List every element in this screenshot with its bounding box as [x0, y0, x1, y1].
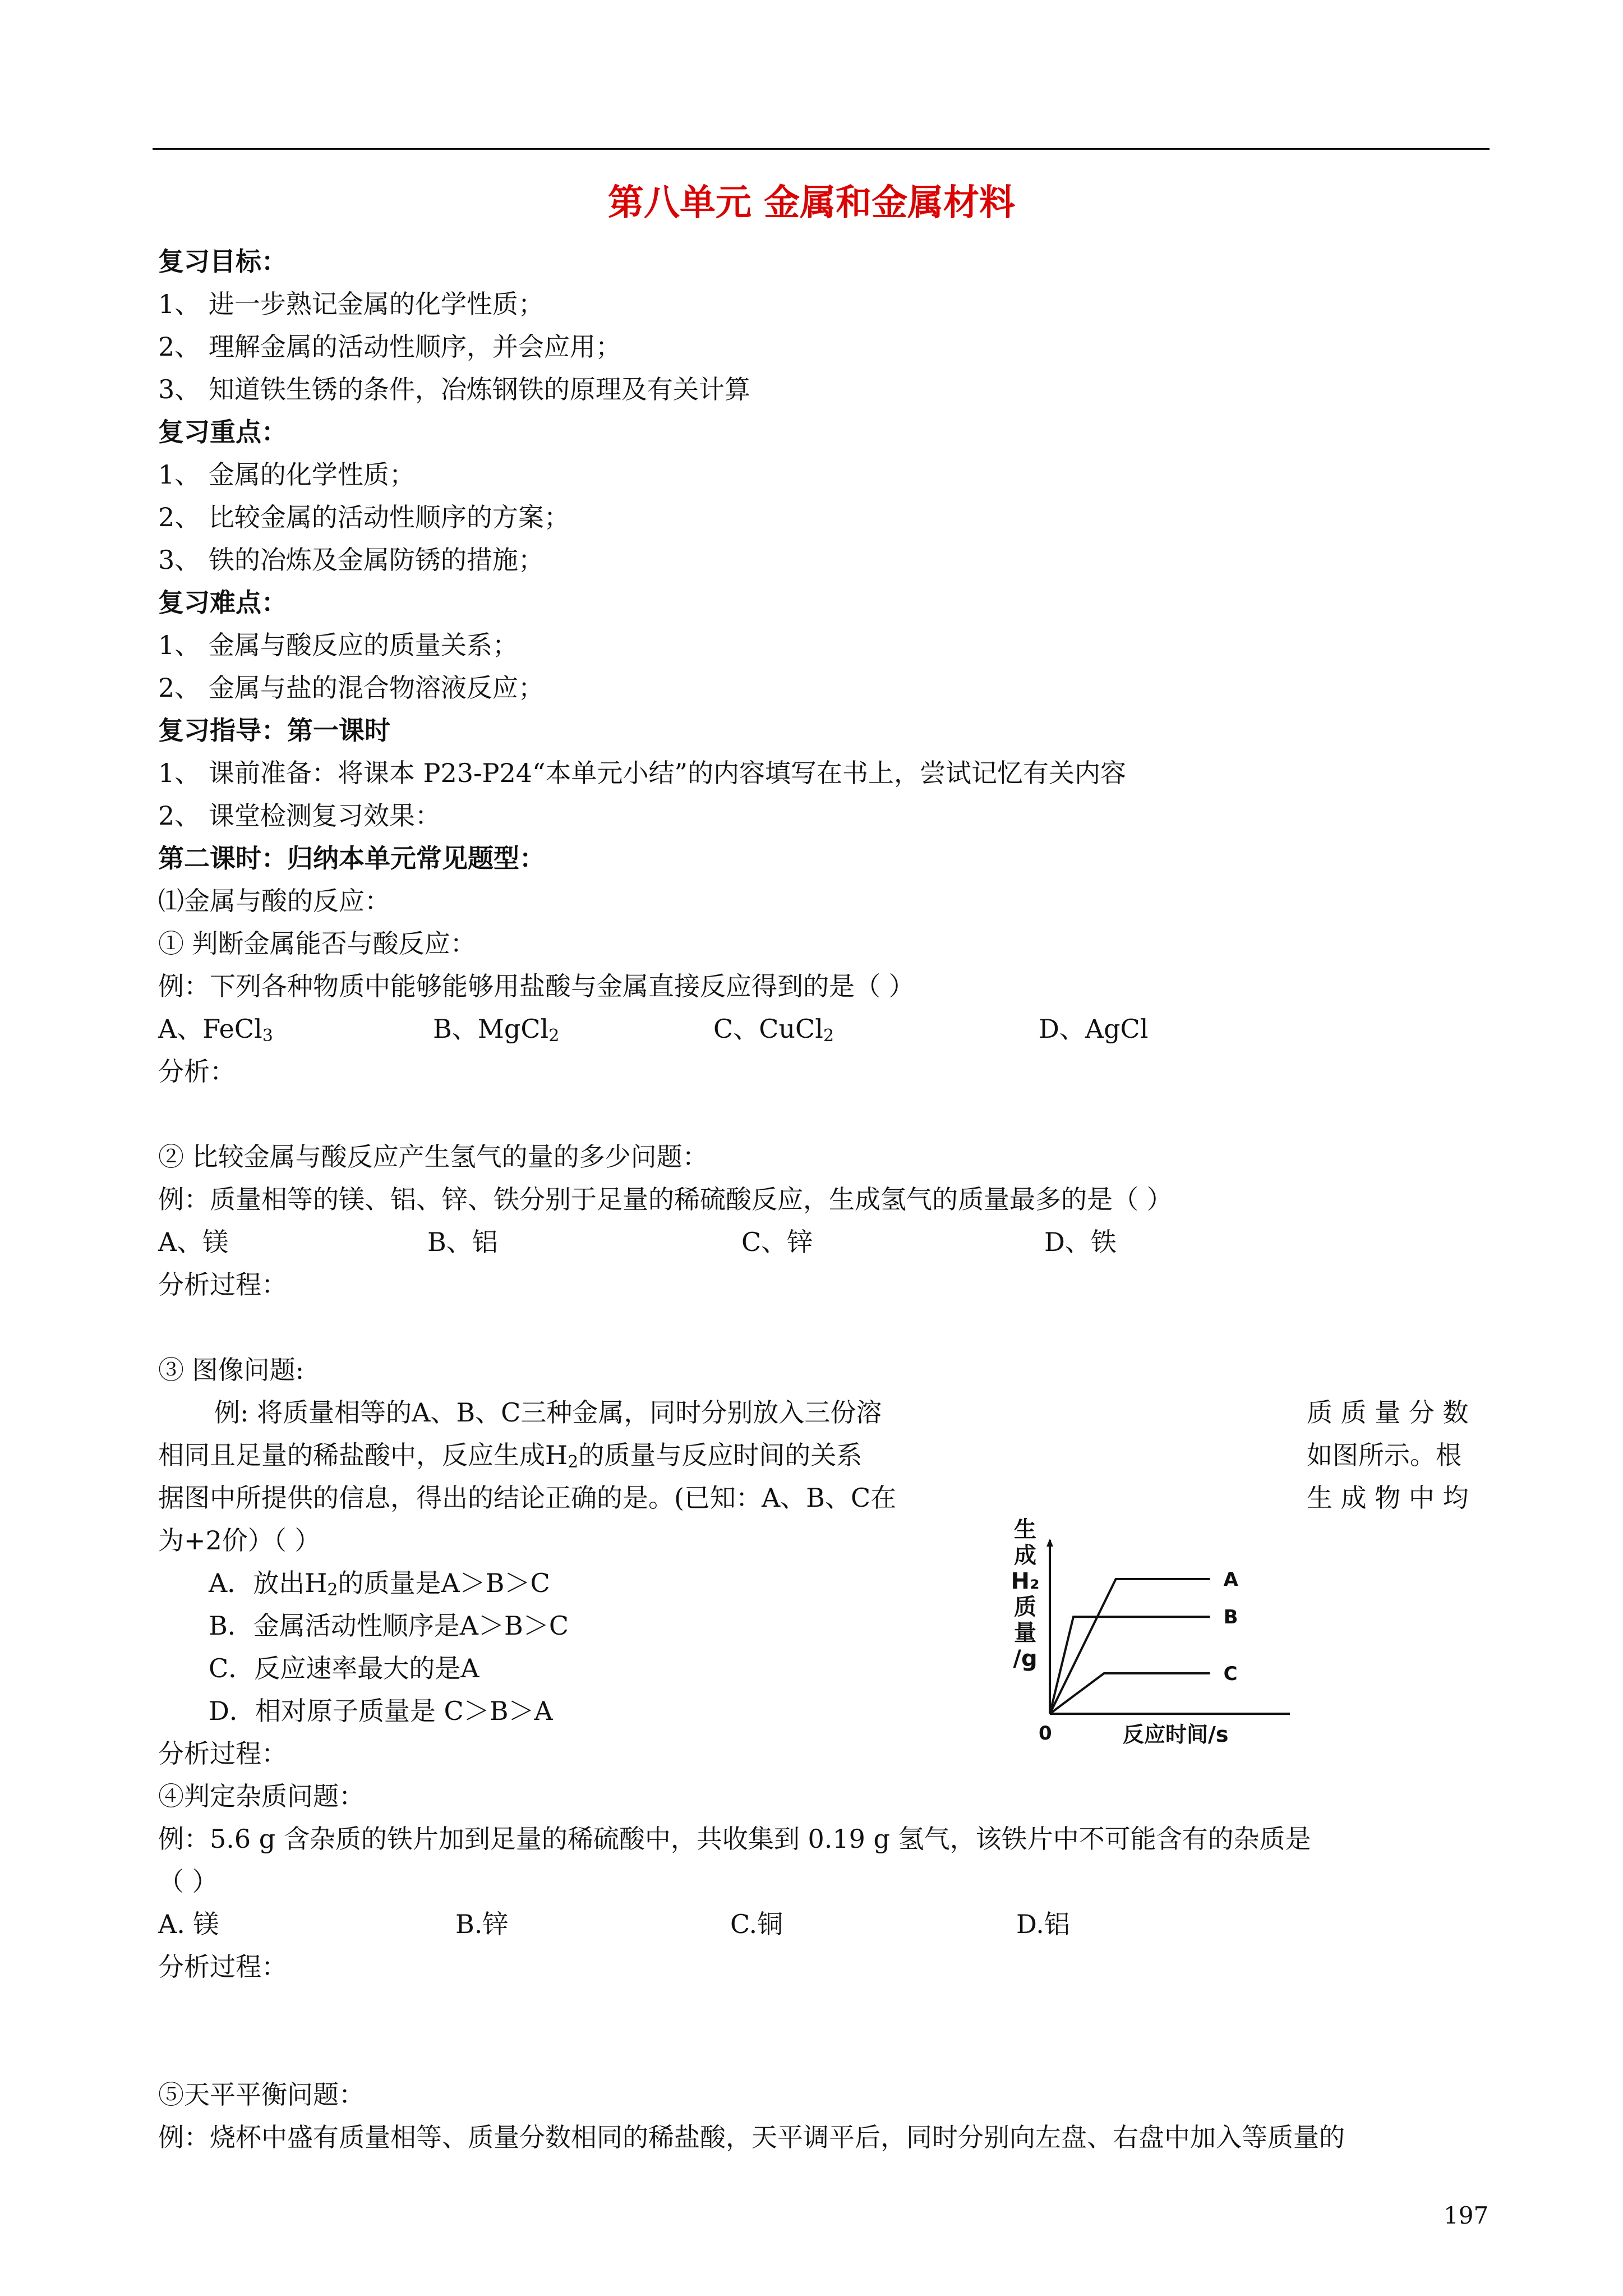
q1-option-d: D、AgCl [1039, 1014, 1149, 1044]
q3-text-line2: 相同且足量的稀盐酸中，反应生成$H_2$的质量与反应时间的关系 [158, 1440, 863, 1472]
guide-item: 1、 课前准备：将课本 P23-P24“本单元小结”的内容填写在书上，尝试记忆有关内容 [158, 758, 1127, 788]
reaction-chart [1009, 1515, 1290, 1756]
y-axis-label: /g [1013, 1646, 1038, 1672]
q4-analysis: 分析过程： [158, 1952, 287, 1982]
q1-title: ① 判断金属能否与酸反应： [158, 928, 476, 959]
goals-heading: 复习目标： [158, 246, 287, 277]
q3-option-a: A．放出$H_2$的质量是A＞B＞C [209, 1568, 550, 1600]
series-line-c [1050, 1673, 1210, 1714]
q3-text-line1-right: 质 质 量 分 数 [1307, 1397, 1469, 1428]
q4-option-d: D.铝 [1016, 1909, 1070, 1939]
guide-item: 2、 课堂检测复习效果： [158, 800, 441, 831]
series-label-c: C [1223, 1663, 1238, 1685]
x-axis-label: 反应时间/s [1123, 1722, 1229, 1747]
goal-item: 1、 进一步熟记金属的化学性质； [158, 289, 544, 319]
q3-text-line3-right: 生 成 物 中 均 [1307, 1483, 1469, 1513]
series-label-b: B [1223, 1606, 1238, 1629]
difficult-item: 1、 金属与酸反应的质量关系； [158, 630, 518, 660]
y-axis-label: 量 [1014, 1620, 1036, 1646]
q5-stem: 例：烧杯中盛有质量相等、质量分数相同的稀盐酸，天平调平后，同时分别向左盘、右盘中加入等质量的 [158, 2122, 1345, 2152]
q3-option-c: C．反应速率最大的是A [209, 1653, 479, 1683]
q3-analysis: 分析过程： [158, 1738, 287, 1769]
y-axis-label: 成 [1014, 1543, 1036, 1568]
q2-option-b: B、铝 [427, 1227, 498, 1257]
q4-stem: 例：5.6 g 含杂质的铁片加到足量的稀硫酸中，共收集到 0.19 g 氢气，该铁片中不可能含有的杂质是 [158, 1824, 1311, 1854]
q3-text-line2-right: 如图所示。根 [1307, 1440, 1461, 1470]
guide-heading: 复习指导：第一课时 [158, 715, 390, 746]
q2-option-a: A、镁 [158, 1227, 229, 1257]
q2-option-d: D、铁 [1044, 1227, 1117, 1257]
q1-option-b: B、MgCl$_2$ [433, 1014, 560, 1046]
key-item: 1、 金属的化学性质； [158, 459, 415, 490]
y-axis-label: 生 [1014, 1517, 1036, 1543]
q4-option-a: A. 镁 [158, 1909, 219, 1939]
q4-option-b: B.锌 [455, 1909, 509, 1939]
page-number: 197 [1444, 2202, 1489, 2229]
q1-analysis: 分析： [158, 1056, 236, 1087]
q1-option-c: C、CuCl$_2$ [713, 1014, 834, 1046]
q4-option-c: C.铜 [730, 1909, 783, 1939]
q5-title: ⑤天平平衡问题： [158, 2079, 365, 2110]
q3-title: ③ 图像问题: [158, 1355, 305, 1385]
q1-option-a: A、FeCl$_3$ [158, 1014, 273, 1046]
q1-stem: 例：下列各种物质中能够能够用盐酸与金属直接反应得到的是（ ） [158, 971, 915, 1001]
q3-text-line1: 例: 将质量相等的A、B、C三种金属，同时分别放入三份溶 [214, 1397, 882, 1428]
y-axis-label: H₂ [1011, 1568, 1040, 1594]
q2-title: ② 比较金属与酸反应产生氢气的量的多少问题： [158, 1142, 708, 1172]
q2-stem: 例：质量相等的镁、铝、锌、铁分别于足量的稀硫酸反应，生成氢气的质量最多的是（ ） [158, 1184, 1173, 1214]
lesson2-subheading: ⑴金属与酸的反应： [158, 886, 390, 916]
goal-item: 3、 知道铁生锈的条件，冶炼钢铁的原理及有关计算 [158, 374, 750, 404]
q2-option-c: C、锌 [741, 1227, 813, 1257]
q4-title: ④判定杂质问题： [158, 1781, 365, 1811]
difficult-item: 2、 金属与盐的混合物溶液反应； [158, 673, 544, 703]
header-rule [153, 148, 1490, 150]
key-item: 2、 比较金属的活动性顺序的方案； [158, 502, 570, 532]
q4-blank: （ ） [158, 1866, 218, 1897]
series-label-a: A [1223, 1568, 1238, 1591]
origin-label: 0 [1039, 1722, 1052, 1745]
series-line-a [1050, 1579, 1210, 1714]
q3-option-d: D．相对原子质量是 C＞B＞A [209, 1696, 553, 1726]
difficult-heading: 复习难点： [158, 587, 287, 618]
q3-text-line4: 为+2价）（ ） [158, 1525, 321, 1556]
q2-analysis: 分析过程： [158, 1269, 287, 1300]
key-item: 3、 铁的冶炼及金属防锈的措施； [158, 545, 544, 575]
page-title: 第八单元 金属和金属材料 [607, 182, 1016, 224]
q3-text-line3: 据图中所提供的信息，得出的结论正确的是。(已知：A、B、C在 [158, 1483, 897, 1513]
goal-item: 2、 理解金属的活动性顺序，并会应用； [158, 332, 621, 362]
lesson2-heading: 第二课时：归纳本单元常见题型： [158, 843, 545, 873]
key-heading: 复习重点： [158, 417, 287, 447]
q3-option-b: B．金属活动性顺序是A＞B＞C [209, 1611, 569, 1641]
y-axis-label: 质 [1014, 1594, 1036, 1620]
